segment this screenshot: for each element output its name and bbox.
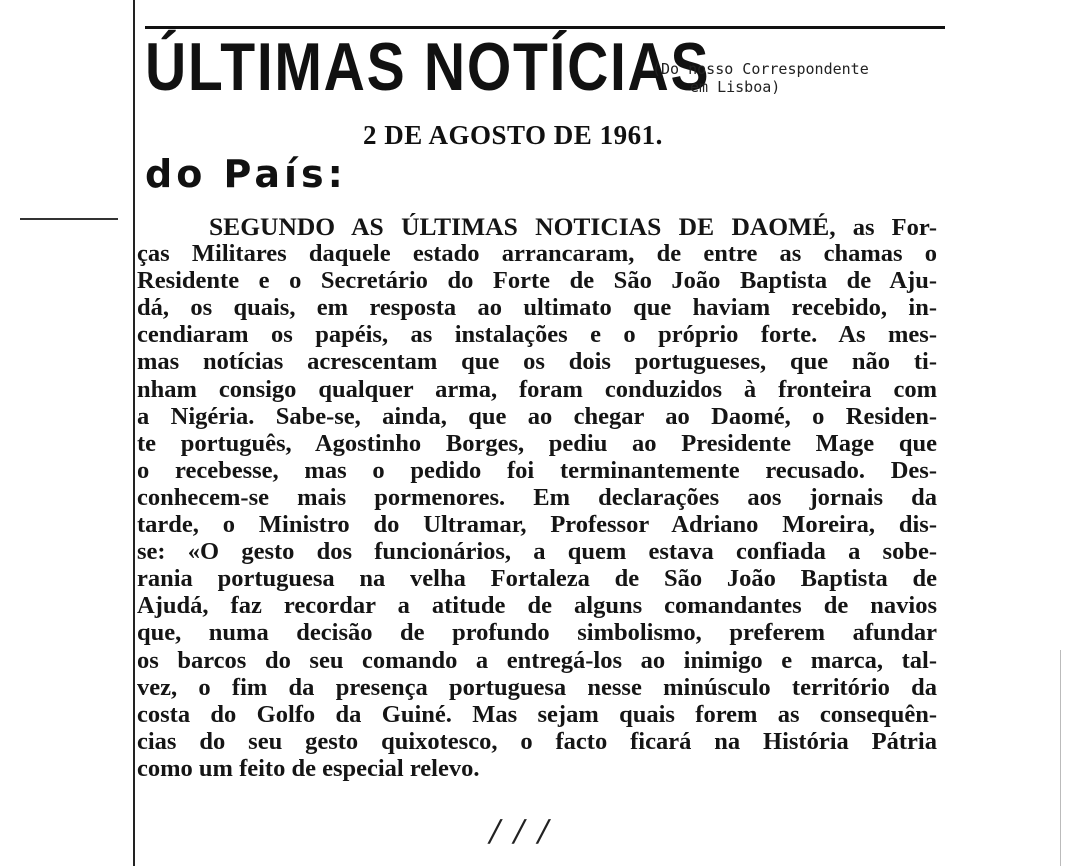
article-line: conhecem-se mais pormenores. Em declarações aos jornais da — [137, 483, 937, 511]
dateline: 2 DE AGOSTO DE 1961. — [363, 120, 663, 150]
article-line: que, numa decisão de profundo simbolismo, preferem afundar — [137, 619, 937, 647]
article-line: mas notícias acrescentam que os dois portugueses, que não ti- — [137, 348, 937, 376]
correspondent-note — [652, 60, 942, 96]
article-line: rania portuguesa na velha Fortaleza de São João Baptista de — [137, 565, 937, 593]
article-line: vez, o fim da presença portuguesa nesse minúsculo território da — [137, 673, 937, 701]
article-line: como um feito de especial relevo. — [137, 754, 480, 782]
article-line: te português, Agostinho Borges, pediu ao Presidente Mage que — [137, 429, 937, 457]
article-line: tarde, o Ministro do Ultramar, Professor Adriano Moreira, dis- — [137, 511, 937, 539]
article-line: cendiaram os papéis, as instalações e o próprio forte. As mes- — [137, 321, 937, 349]
end-mark: /// — [486, 814, 567, 849]
article-line: costa do Golfo da Guiné. Mas sejam quais forem as consequên- — [137, 700, 937, 728]
article-line: o recebesse, mas o pedido foi terminantemente recusado. Des- — [137, 456, 937, 484]
article-line: Residente e o Secretário do Forte de São João Baptista de Aju- — [137, 267, 937, 295]
margin-dash — [20, 218, 118, 220]
article-line: se: «O gesto dos funcionários, a quem estava confiada a sobe- — [137, 538, 937, 566]
section-title: do País: — [145, 152, 347, 196]
article-lead: SEGUNDO AS ÚLTIMAS NOTICIAS DE DAOMÉ, — [209, 212, 836, 241]
article-line — [137, 213, 937, 240]
column-rule-right — [1060, 650, 1061, 866]
article-line: Ajudá, faz recordar a atitude de alguns comandantes de navios — [137, 592, 937, 620]
article-line: nham consigo qualquer arma, foram conduzidos à fronteira com — [137, 375, 937, 403]
article-line: os barcos do seu comando a entregá-los ao inimigo e marca, tal- — [137, 646, 937, 674]
correspondent-line-1: (Do nosso Correspondente — [652, 60, 869, 78]
article-body — [137, 213, 937, 782]
article-line: ças Militares daquele estado arrancaram, de entre as chamas o — [137, 240, 937, 268]
article-line: dá, os quais, em resposta ao ultimato que haviam recebido, in- — [137, 294, 937, 322]
correspondent-line-2: em Lisboa) — [690, 78, 781, 96]
article-line: cias do seu gesto quixotesco, o facto ficará na História Pátria — [137, 727, 937, 755]
article-line: a Nigéria. Sabe-se, ainda, que ao chegar ao Daomé, o Residen- — [137, 402, 937, 430]
column-rule-left — [133, 0, 135, 866]
headline: ÚLTIMAS NOTÍCIAS — [145, 29, 711, 105]
article-line-text: as For- — [835, 214, 937, 241]
